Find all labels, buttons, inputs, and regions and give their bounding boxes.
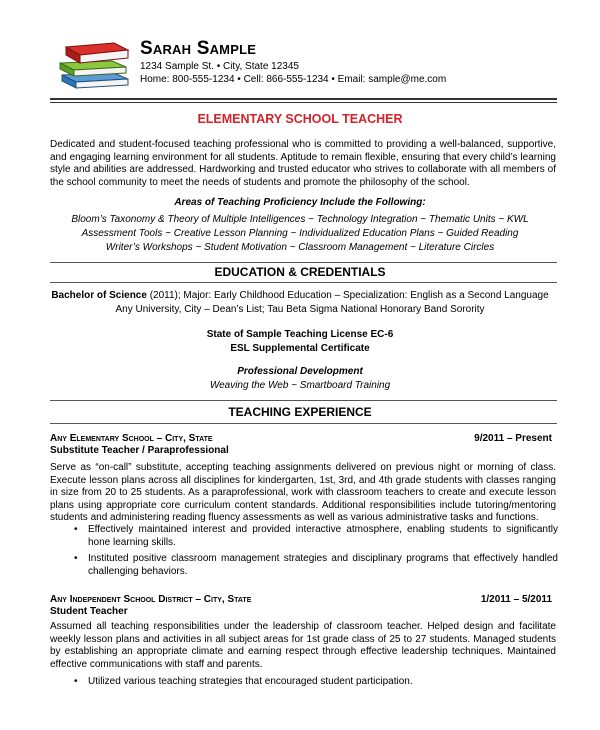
section-divider [50,262,557,263]
summary-paragraph: Dedicated and student-focused teaching professional who is committed to providing a well-balanced, supportive, and engaging learning environment for all students. Aptitude to remain flexible, ensuring that every child’s learning style and abilities are addressed. Hardworking and trusted educator who strives to collaborate with all members of the school community to meet the needs of students and promote the philosophy of the school. [50,139,556,188]
pd-items: Weaving the Web ~ Smartboard Training [209,380,391,391]
pd-heading: Professional Development [237,366,363,377]
address-line: 1234 Sample St. • City, State 12345 [140,61,299,72]
job-description: Assumed all teaching responsibilities under the leadership of classroom teacher. Helped design and facilitate weekly lesson plans and activities in all subject areas for 1st grade class of 25 to 27 students. Managed students by establishing an appropriate climate and earning respect through effective leadership techniques. Maintained effective communications with staff and parents. [50,621,556,670]
job-header [50,433,556,446]
employer-name: Any Independent School District – City, State [50,594,252,605]
list-item: • Effectively maintained interest and provided interactive atmosphere, enabling students to significantly hone learning skills. [50,524,558,549]
education-heading: EDUCATION & CREDENTIALS [214,265,386,279]
proficiency-line: Assessment Tools ~ Creative Lesson Planning ~ Individualized Education Plans ~ Guided Reading [81,228,519,239]
job-bullets [50,524,558,582]
candidate-name: Sarah Sample [140,38,257,59]
job-dates: 9/2011 – Present [474,433,552,444]
resume-title: ELEMENTARY SCHOOL TEACHER [197,112,403,126]
header-divider [50,98,557,103]
section-divider [50,423,557,424]
section-divider [50,282,557,283]
contact-line: Home: 800-555-1234 • Cell: 866-555-1234 • Email: sample@me.com [140,74,447,85]
job-description: Serve as “on-call” substitute, accepting teaching assignments delivered on previous night or morning of class. Execute lesson plans across all disciplines for kindergarten, 1st, 3rd, and 4th grade students with classes ranging in size from 20 to 25 students. As a paraprofessional, work with classroom teachers to create and execute lesson plans using appropriate core curriculum content standards. Additional responsibilities include tutoring/mentoring students and administering reading fluency assessments as well as various administrative tasks and functions. [50,462,556,523]
section-divider [50,400,557,401]
degree-label: Bachelor of Science [51,290,147,301]
job-bullets [50,676,558,693]
stack-of-books-icon [56,33,136,93]
degree-line [0,290,600,303]
experience-heading: TEACHING EXPERIENCE [228,405,372,419]
job-role: Substitute Teacher / Paraprofessional [50,445,229,456]
job-dates: 1/2011 – 5/2011 [480,594,552,605]
employer-name: Any Elementary School – City, State [50,433,213,444]
job-header [50,594,556,607]
school-line: Any University, City – Dean’s List; Tau Beta Sigma National Honorary Band Sorority [115,304,485,315]
proficiency-heading: Areas of Teaching Proficiency Include the Following: [174,197,426,208]
proficiency-line: Bloom’s Taxonomy & Theory of Multiple Intelligences ~ Technology Integration ~ Thematic Units ~ KWL [71,214,529,225]
degree-details: (2011); Major: Early Childhood Education – Specialization: English as a Second Language [146,290,549,301]
list-item: • Utilized various teaching strategies that encouraged student participation. [50,676,558,689]
proficiency-line: Writer’s Workshops ~ Student Motivation ~ Classroom Management ~ Literature Circles [105,242,495,253]
list-item: • Instituted positive classroom management strategies and disciplinary programs that effectively handled challenging behaviors. [50,553,558,578]
job-role: Student Teacher [50,606,128,617]
license-line: State of Sample Teaching License EC-6 [206,329,394,340]
certificate-line: ESL Supplemental Certificate [230,343,370,354]
